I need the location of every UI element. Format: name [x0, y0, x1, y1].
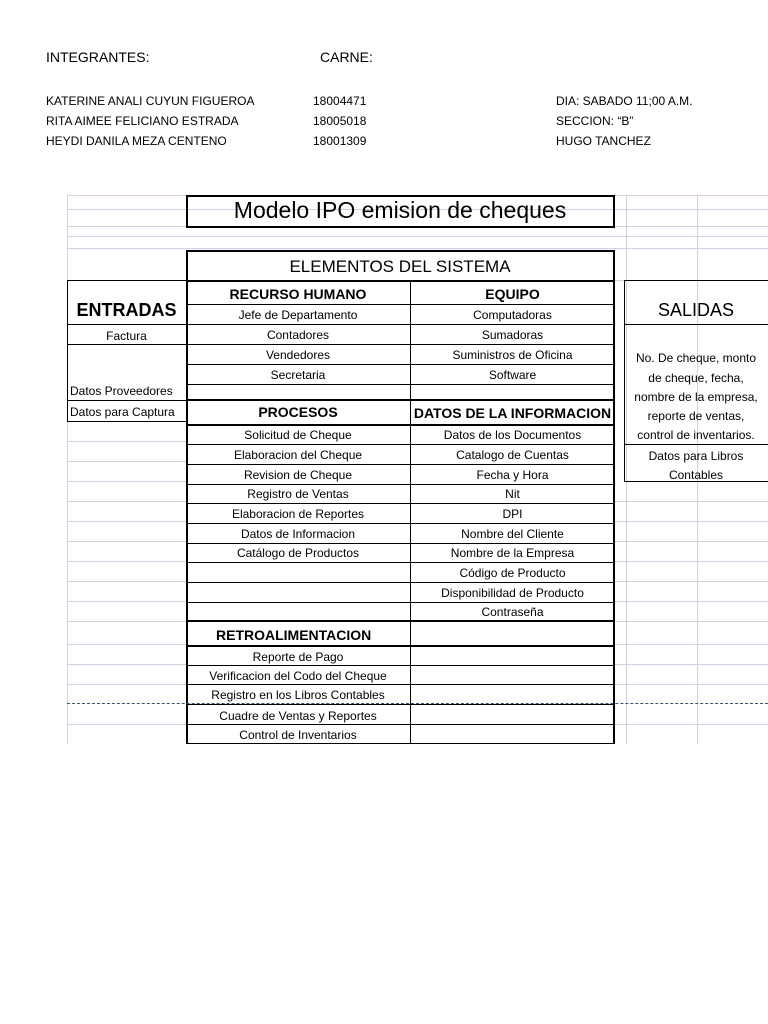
rh-item: Jefe de Departamento [238, 308, 358, 322]
datos-item: Disponibilidad de Producto [441, 586, 584, 600]
datos-item: Fecha y Hora [476, 468, 549, 482]
entrada-item: Factura [106, 329, 147, 343]
datos-item: Catalogo de Cuentas [456, 448, 569, 462]
proceso-item: Elaboracion de Reportes [231, 507, 365, 521]
integrantes-label: INTEGRANTES: [46, 49, 150, 65]
schedule-info: DIA: SABADO 11;00 A.M. [556, 94, 693, 108]
datos-item: DPI [502, 507, 523, 521]
model-title: Modelo IPO emision de cheques [233, 197, 567, 223]
equipo-item: Computadoras [473, 308, 552, 322]
proceso-item: Solicitud de Cheque [244, 428, 352, 442]
procesos-title: PROCESOS [258, 404, 338, 420]
equipo-item: Suministros de Oficina [452, 348, 573, 362]
rh-item: Vendedores [265, 348, 331, 362]
datos-item: Nombre de la Empresa [450, 546, 575, 560]
proceso-item: Revision de Cheque [243, 468, 353, 482]
equipo-item: Software [488, 368, 537, 382]
proceso-item: Elaboracion del Cheque [233, 448, 363, 462]
proceso-item: Datos de Informacion [240, 527, 356, 541]
retro-title: RETROALIMENTACION [216, 627, 372, 643]
teacher-info: HUGO TANCHEZ [556, 134, 651, 148]
rh-item: Secretaria [270, 368, 326, 382]
rh-item: Contadores [266, 328, 330, 342]
member-carne: 18001309 [313, 134, 367, 148]
salidas-title: SALIDAS [657, 300, 735, 320]
retro-item: Control de Inventarios [239, 728, 357, 742]
equipo-title: EQUIPO [485, 286, 540, 302]
recurso-humano-title: RECURSO HUMANO [229, 286, 367, 302]
member-carne: 18005018 [313, 114, 367, 128]
datos-item: Contraseña [481, 605, 544, 619]
entrada-item: Datos Proveedores [70, 384, 173, 398]
equipo-item: Sumadoras [481, 328, 544, 342]
entrada-item: Datos para Captura [70, 405, 175, 419]
datos-item: Nombre del Cliente [461, 527, 564, 541]
carne-label: CARNE: [320, 49, 373, 65]
retro-item: Registro en los Libros Contables [211, 688, 385, 702]
retro-item: Reporte de Pago [252, 650, 344, 664]
page-break-line [67, 703, 768, 704]
retro-item: Cuadre de Ventas y Reportes [219, 709, 377, 723]
member-name: RITA AIMEE FELICIANO ESTRADA [46, 114, 239, 128]
elementos-title: ELEMENTOS DEL SISTEMA [289, 257, 511, 276]
datos-item: Datos de los Documentos [443, 428, 582, 442]
datos-item: Código de Producto [459, 566, 566, 580]
section-info: SECCION: “B” [556, 114, 634, 128]
proceso-item: Catálogo de Productos [236, 546, 360, 560]
member-name: HEYDI DANILA MEZA CENTENO [46, 134, 227, 148]
datos-item: Nit [505, 487, 520, 501]
proceso-item: Registro de Ventas [247, 487, 349, 501]
retro-item: Verificacion del Codo del Cheque [209, 669, 387, 683]
datos-info-title: DATOS DE LA INFORMACION [413, 405, 612, 421]
entradas-title: ENTRADAS [76, 300, 177, 320]
member-name: KATERINE ANALI CUYUN FIGUEROA [46, 94, 255, 108]
member-carne: 18004471 [313, 94, 367, 108]
